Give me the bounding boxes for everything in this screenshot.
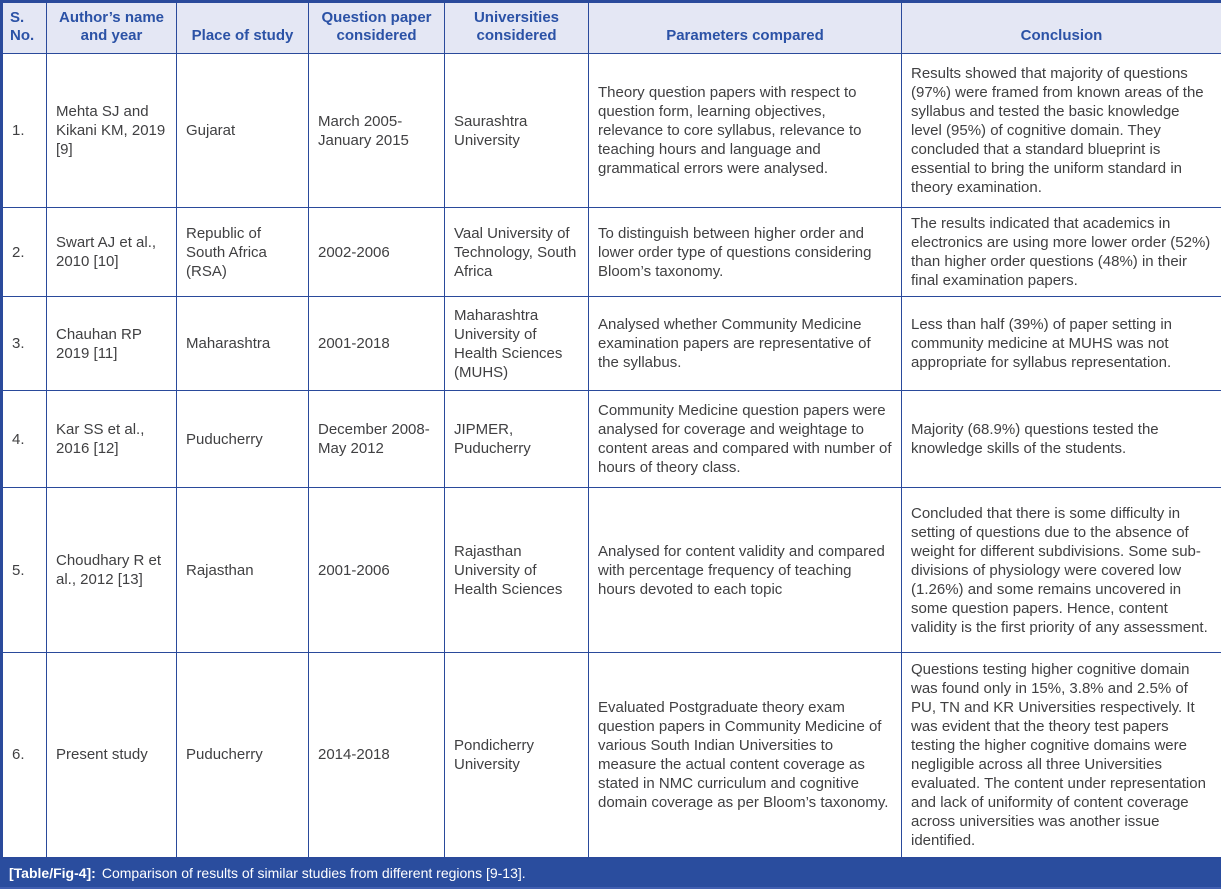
cell-sno: 6. — [2, 653, 47, 858]
cell-author: Kar SS et al., 2016 [12] — [47, 391, 177, 488]
cell-place: Rajasthan — [177, 488, 309, 653]
col-header-parameters: Parameters compared — [589, 2, 902, 54]
col-header-universities: Universities considered — [445, 2, 589, 54]
cell-place: Gujarat — [177, 54, 309, 208]
table-row — [2, 391, 1221, 488]
cell-period: 2014-2018 — [309, 653, 445, 858]
cell-university: JIPMER, Puducherry — [445, 391, 589, 488]
col-header-place: Place of study — [177, 2, 309, 54]
table-row — [2, 653, 1221, 858]
cell-sno: 2. — [2, 208, 47, 297]
cell-place: Puducherry — [177, 653, 309, 858]
cell-author: Chauhan RP 2019 [11] — [47, 297, 177, 391]
cell-university: Maharashtra University of Health Sciences (MUHS) — [445, 297, 589, 391]
cell-conclusion: Results showed that majority of questions (97%) were framed from known areas of the syllabus and tested the basic knowledge level (95%) of cognitive domain. They concluded that a standard blueprint is essential to bring the uniform standard in theory examination. — [902, 54, 1221, 208]
table-row — [2, 54, 1221, 208]
cell-university: Vaal University of Technology, South Africa — [445, 208, 589, 297]
cell-parameters: Community Medicine question papers were analysed for coverage and weightage to content areas and compared with number of hours of theory class. — [589, 391, 902, 488]
cell-conclusion: Concluded that there is some difficulty in setting of questions due to the absence of weight for different subdivisions. Some sub-divisions of physiology were covered low (1.26%) and some remains uncovered in some question papers. Hence, content validity is the first priority of any assessment. — [902, 488, 1221, 653]
cell-sno: 5. — [2, 488, 47, 653]
cell-parameters: Analysed whether Community Medicine examination papers are representative of the syllabus. — [589, 297, 902, 391]
cell-parameters: Analysed for content validity and compared with percentage frequency of teaching hours devoted to each topic — [589, 488, 902, 653]
col-header-conclusion: Conclusion — [902, 2, 1221, 54]
cell-place: Maharashtra — [177, 297, 309, 391]
table-row — [2, 208, 1221, 297]
cell-sno: 1. — [2, 54, 47, 208]
caption-text: Comparison of results of similar studies from different regions [9-13]. — [102, 865, 526, 881]
cell-parameters: Theory question papers with respect to question form, learning objectives, relevance to core syllabus, relevance to teaching hours and language and grammatical errors were analysed. — [589, 54, 902, 208]
cell-sno: 3. — [2, 297, 47, 391]
cell-place: Puducherry — [177, 391, 309, 488]
header-row — [2, 2, 1221, 54]
cell-conclusion: Less than half (39%) of paper setting in community medicine at MUHS was not appropriate for syllabus representation. — [902, 297, 1221, 391]
caption-label: [Table/Fig-4]: — [9, 865, 96, 881]
cell-university: Pondicherry University — [445, 653, 589, 858]
cell-conclusion: Majority (68.9%) questions tested the knowledge skills of the students. — [902, 391, 1221, 488]
cell-author: Swart AJ et al., 2010 [10] — [47, 208, 177, 297]
table-row — [2, 488, 1221, 653]
col-header-author: Author’s name and year — [47, 2, 177, 54]
cell-period: 2001-2006 — [309, 488, 445, 653]
cell-author: Choudhary R et al., 2012 [13] — [47, 488, 177, 653]
cell-author: Mehta SJ and Kikani KM, 2019 [9] — [47, 54, 177, 208]
cell-author: Present study — [47, 653, 177, 858]
cell-conclusion: The results indicated that academics in electronics are using more lower order (52%) than higher order questions (48%) in their final examination papers. — [902, 208, 1221, 297]
cell-period: December 2008- May 2012 — [309, 391, 445, 488]
table-row — [2, 297, 1221, 391]
cell-conclusion: Questions testing higher cognitive domain was found only in 15%, 3.8% and 2.5% of PU, TN and KR Universities respectively. It was evident that the theory test papers testing the higher cognitive domains were negligible across all three Universities evaluated. The content under representation and lack of uniformity of content coverage across universities was another issue identified. — [902, 653, 1221, 858]
cell-place: Republic of South Africa (RSA) — [177, 208, 309, 297]
cell-parameters: Evaluated Postgraduate theory exam question papers in Community Medicine of various South Indian Universities to measure the actual content coverage as stated in NMC curriculum and cognitive domain coverage as per Bloom’s taxonomy. — [589, 653, 902, 858]
cell-parameters: To distinguish between higher order and lower order type of questions considering Bloom’s taxonomy. — [589, 208, 902, 297]
cell-period: 2002-2006 — [309, 208, 445, 297]
cell-university: Saurashtra University — [445, 54, 589, 208]
col-header-sno: S. No. — [2, 2, 47, 54]
cell-period: 2001-2018 — [309, 297, 445, 391]
cell-university: Rajasthan University of Health Sciences — [445, 488, 589, 653]
cell-sno: 4. — [2, 391, 47, 488]
cell-period: March 2005- January 2015 — [309, 54, 445, 208]
col-header-question-paper: Question paper considered — [309, 2, 445, 54]
table-caption — [0, 859, 1221, 889]
